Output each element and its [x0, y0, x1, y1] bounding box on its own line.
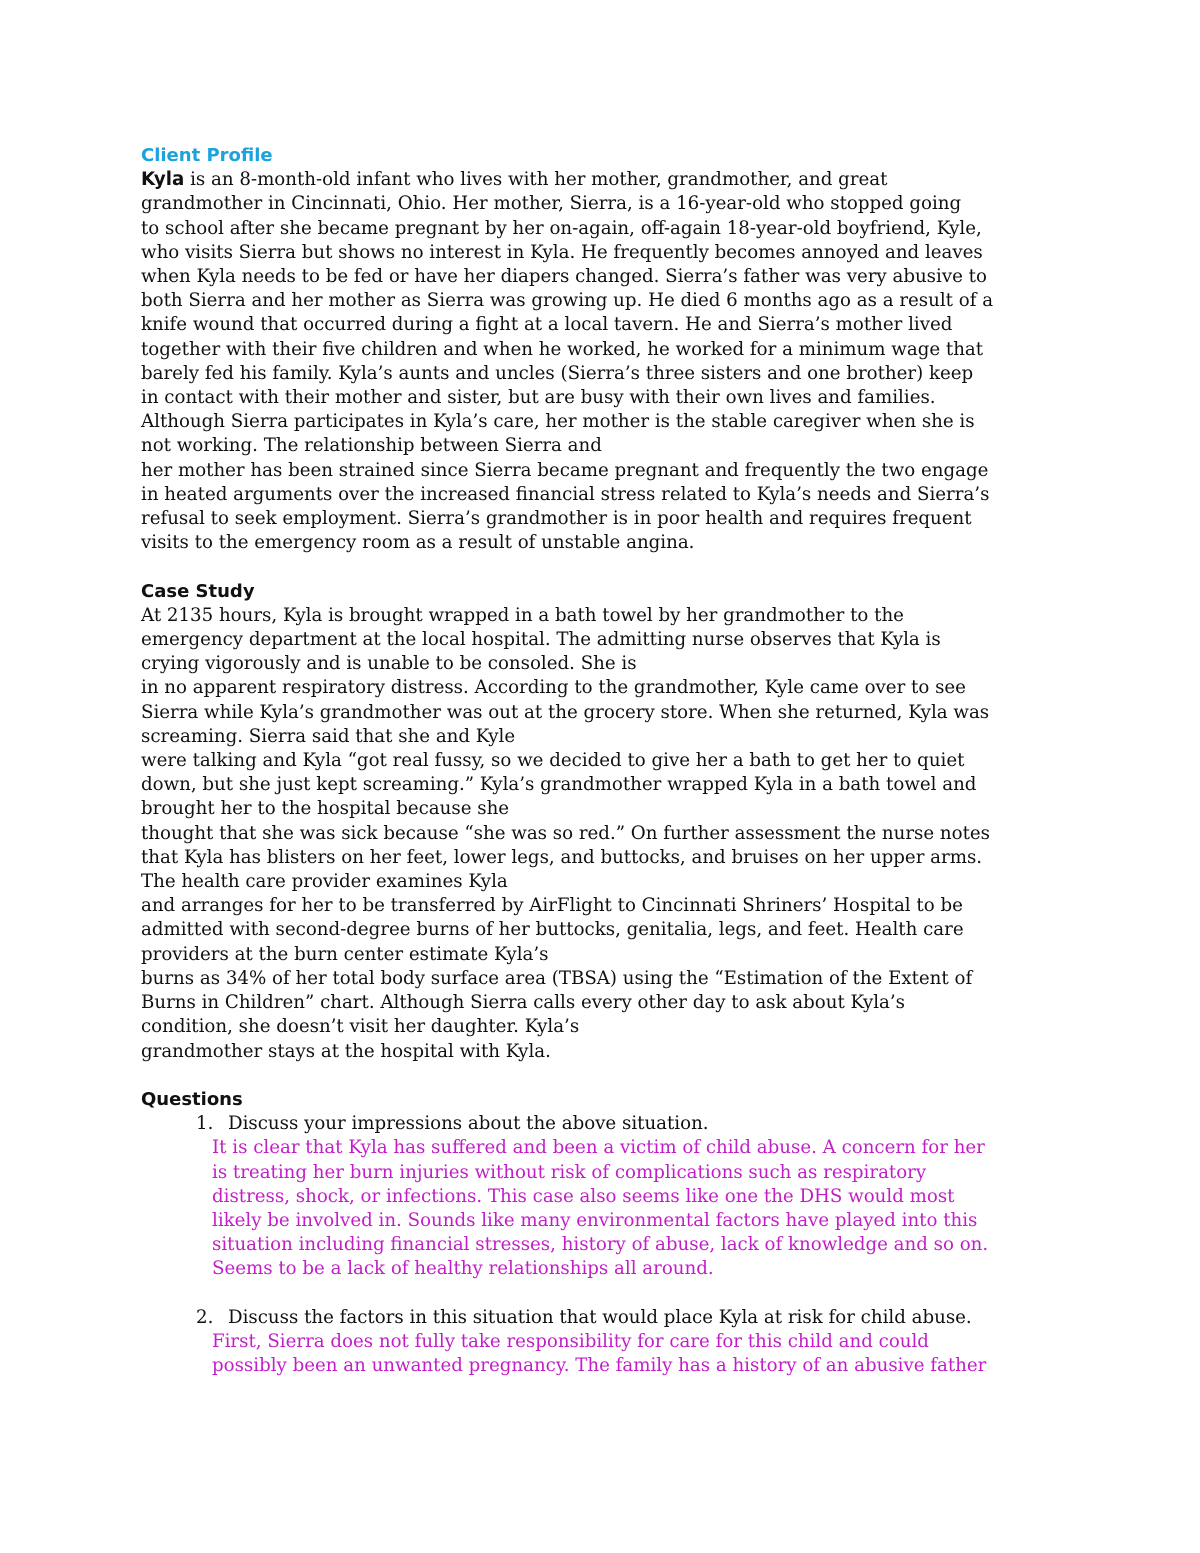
section-spacer [141, 1064, 1061, 1088]
case-study-line: crying vigorously and is unable to be consoled. She is [141, 653, 637, 675]
client-profile-line: grandmother in Cincinnati, Ohio. Her mother, Sierra, is a 16-year-old who stopped going [141, 193, 962, 215]
client-profile-line: Although Sierra participates in Kyla’s care, her mother is the stable caregiver when she is [141, 411, 975, 433]
case-study-line: providers at the burn center estimate Kyla’s [141, 943, 549, 965]
question-text: Discuss your impressions about the above situation. [228, 1113, 709, 1135]
case-study-line: brought her to the hospital because she [141, 798, 510, 820]
question-item [141, 1112, 1061, 1281]
answer-line: First, Sierra does not fully take responsibility for care for this child and could [212, 1330, 929, 1352]
answer-line: distress, shock, or infections. This case also seems like one the DHS would most [212, 1185, 955, 1207]
client-profile-line: in heated arguments over the increased financial stress related to Kyla’s needs and Sierra’s [141, 483, 990, 505]
client-profile-line: not working. The relationship between Sierra and [141, 435, 602, 457]
answer-block [141, 1136, 1061, 1281]
document-page [141, 144, 1061, 1378]
answer-line: likely be involved in. Sounds like many environmental factors have played into this [212, 1209, 978, 1231]
client-profile-line: when Kyla needs to be fed or have her diapers changed. Sierra’s father was very abusive to [141, 266, 987, 288]
answer-line: It is clear that Kyla has suffered and been a victim of child abuse. A concern for her [212, 1137, 985, 1159]
client-profile-heading: Client Profile [141, 145, 273, 166]
client-profile-line: to school after she became pregnant by her on-again, off-again 18-year-old boyfriend, Kyle, [141, 217, 982, 239]
case-study-line: Sierra while Kyla’s grandmother was out at the grocery store. When she returned, Kyla was [141, 701, 990, 723]
answer-block [141, 1330, 1061, 1378]
client-profile-line: her mother has been strained since Sierra became pregnant and frequently the two engage [141, 459, 989, 481]
client-profile-line: both Sierra and her mother as Sierra was growing up. He died 6 months ago as a result of a [141, 290, 994, 312]
case-study-line: and arranges for her to be transferred by AirFlight to Cincinnati Shriners’ Hospital to be [141, 895, 963, 917]
section-spacer [141, 555, 1061, 579]
case-study-line: emergency department at the local hospital. The admitting nurse observes that Kyla is [141, 629, 941, 651]
answer-line: possibly been an unwanted pregnancy. The family has a history of an abusive father [212, 1355, 987, 1377]
client-name-bold: Kyla [141, 169, 185, 191]
case-study-line: that Kyla has blisters on her feet, lower legs, and buttocks, and bruises on her upper arms. [141, 846, 983, 868]
case-study-line: thought that she was sick because “she was so red.” On further assessment the nurse notes [141, 822, 991, 844]
case-study-heading: Case Study [141, 580, 255, 602]
client-profile-line: visits to the emergency room as a result of unstable angina. [141, 532, 695, 554]
client-profile-line: barely fed his family. Kyla’s aunts and uncles (Sierra’s three sisters and one brother) keep [141, 362, 974, 384]
question-number: 1. [196, 1113, 214, 1135]
case-study-line: At 2135 hours, Kyla is brought wrapped in a bath towel by her grandmother to the [141, 604, 904, 626]
client-profile-body [141, 192, 1061, 555]
question-item [141, 1306, 1061, 1379]
case-study-line: Burns in Children” chart. Although Sierra calls every other day to ask about Kyla’s [141, 992, 906, 1014]
answer-line: is treating her burn injuries without risk of complications such as respiratory [212, 1161, 927, 1183]
case-study-line: grandmother stays at the hospital with Kyla. [141, 1040, 551, 1062]
case-study-line: in no apparent respiratory distress. According to the grandmother, Kyle came over to see [141, 677, 966, 699]
question-number: 2. [196, 1306, 214, 1328]
case-study-line: down, but she just kept screaming.” Kyla’s grandmother wrapped Kyla in a bath towel and [141, 774, 977, 796]
case-study-line: admitted with second-degree burns of her buttocks, genitalia, legs, and feet. Health care [141, 919, 964, 941]
client-profile-first-line [141, 168, 1061, 192]
client-profile-line: together with their five children and when he worked, he worked for a minimum wage that [141, 338, 984, 360]
case-study-line: The health care provider examines Kyla [141, 871, 508, 893]
client-profile-line: in contact with their mother and sister, but are busy with their own lives and families. [141, 387, 936, 409]
answer-line: Seems to be a lack of healthy relationships all around. [212, 1258, 714, 1280]
client-profile-first-line-text: is an 8-month-old infant who lives with her mother, grandmother, and great [184, 169, 888, 191]
question-text: Discuss the factors in this situation that would place Kyla at risk for child abuse. [228, 1306, 972, 1328]
client-profile-line: knife wound that occurred during a fight at a local tavern. He and Sierra’s mother lived [141, 314, 953, 336]
client-profile-line: who visits Sierra but shows no interest in Kyla. He frequently becomes annoyed and leaves [141, 241, 983, 263]
questions-heading: Questions [141, 1088, 243, 1110]
case-study-line: were talking and Kyla “got real fussy, so we decided to give her a bath to get her to quiet [141, 750, 965, 772]
client-profile-line: refusal to seek employment. Sierra’s grandmother is in poor health and requires frequent [141, 508, 972, 530]
case-study-line: screaming. Sierra said that she and Kyle [141, 725, 516, 747]
question-text-line [141, 1112, 1061, 1136]
question-spacer [141, 1282, 1061, 1306]
question-text-line [141, 1306, 1061, 1330]
case-study-body [141, 604, 1061, 1064]
answer-line: situation including financial stresses, history of abuse, lack of knowledge and so on. [212, 1234, 989, 1256]
case-study-line: condition, she doesn’t visit her daughter. Kyla’s [141, 1016, 580, 1038]
case-study-line: burns as 34% of her total body surface area (TBSA) using the “Estimation of the Extent of [141, 967, 973, 989]
